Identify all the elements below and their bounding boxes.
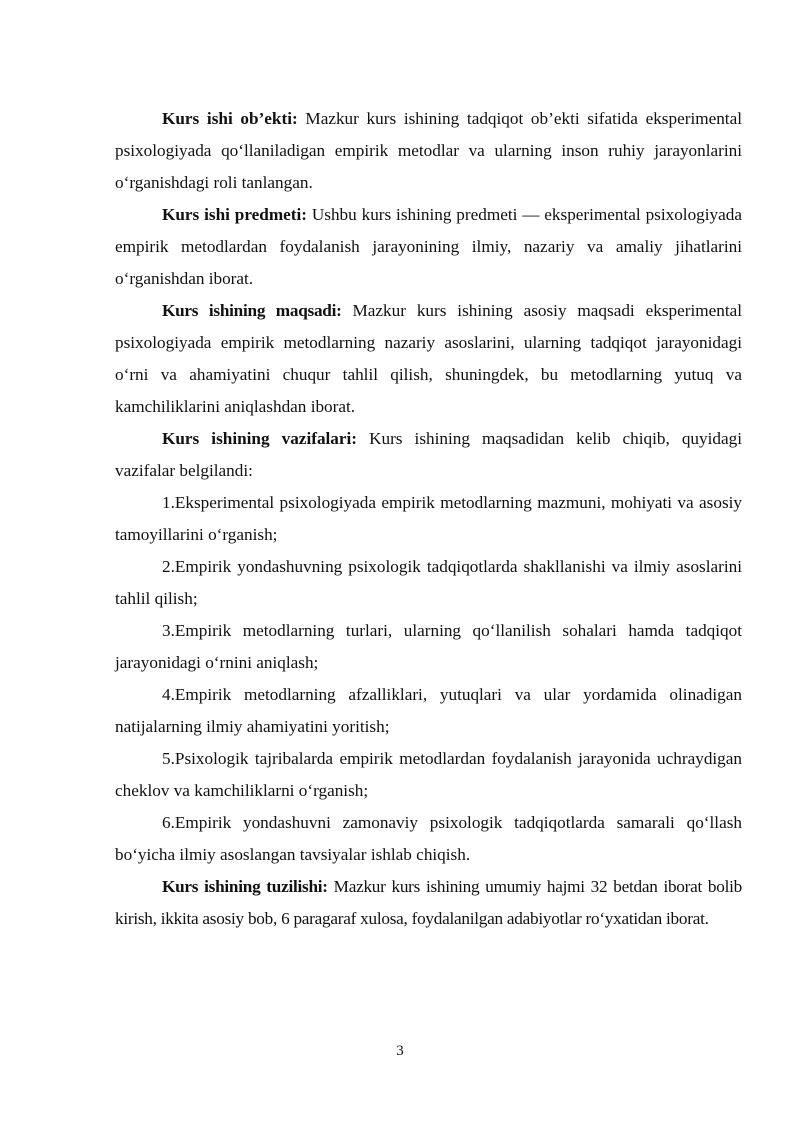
- subject-paragraph: [115, 199, 742, 295]
- task-item: 3.Empirik metodlarning turlari, ularning qo‘llanilish sohalari hamda tadqiqot jarayonidagi o‘rnini aniqlash;: [115, 621, 742, 672]
- document-page: [115, 103, 742, 935]
- goal-label: Kurs ishining maqsadi:: [162, 301, 342, 320]
- tasks-paragraph: [115, 423, 742, 487]
- tasks-label: Kurs ishining vazifalari:: [162, 429, 358, 448]
- structure-paragraph: [115, 871, 742, 935]
- object-label: Kurs ishi ob’ekti:: [162, 109, 298, 128]
- goal-paragraph: [115, 295, 742, 423]
- goal-text: Mazkur kurs ishining asosiy maqsadi eksperimental psixologiyada empirik metodlarning nazariy asoslarini, ularning tadqiqot jarayonidagi o‘rni va ahamiyatini chuqur tahlil qilish, shuningdek, bu metodlarning yutuq va kamchiliklarini aniqlashdan iborat.: [115, 301, 742, 416]
- task-item: 4.Empirik metodlarning afzalliklari, yutuqlari va ular yordamida olinadigan natijalarning ilmiy ahamiyatini yoritish;: [115, 685, 742, 736]
- page-number: 3: [396, 1043, 404, 1059]
- subject-label: Kurs ishi predmeti:: [162, 205, 307, 224]
- structure-text: Mazkur kurs ishining umumiy hajmi 32 betdan iborat bolib kirish, ikkita asosiy bob, 6 paragaraf xulosa, foydalanilgan adabiyotlar ro‘yxatidan iborat.: [115, 877, 742, 928]
- task-item: 5.Psixologik tajribalarda empirik metodlardan foydalanish jarayonida uchraydigan cheklov va kamchiliklarni o‘rganish;: [115, 749, 742, 800]
- subject-text: Ushbu kurs ishining predmeti — eksperimental psixologiyada empirik metodlardan foydalanish jarayonining ilmiy, nazariy va amaliy jihatlarini o‘rganishdan iborat.: [115, 205, 742, 288]
- task-item: 6.Empirik yondashuvni zamonaviy psixologik tadqiqotlarda samarali qo‘llash bo‘yicha ilmiy asoslangan tavsiyalar ishlab chiqish.: [115, 813, 742, 864]
- tasks-text: Kurs ishining maqsadidan kelib chiqib, quyidagi vazifalar belgilandi:: [115, 429, 742, 480]
- object-text: Mazkur kurs ishining tadqiqot ob’ekti sifatida eksperimental psixologiyada qo‘llaniladigan empirik metodlar va ularning inson ruhiy jarayonlarini o‘rganishdagi roli tanlangan.: [115, 109, 742, 192]
- structure-label: Kurs ishining tuzilishi:: [162, 877, 328, 896]
- object-paragraph: [115, 103, 742, 199]
- task-item: 2.Empirik yondashuvning psixologik tadqiqotlarda shakllanishi va ilmiy asoslarini tahlil qilish;: [115, 557, 742, 608]
- task-item: 1.Eksperimental psixologiyada empirik metodlarning mazmuni, mohiyati va asosiy tamoyillarini o‘rganish;: [115, 493, 742, 544]
